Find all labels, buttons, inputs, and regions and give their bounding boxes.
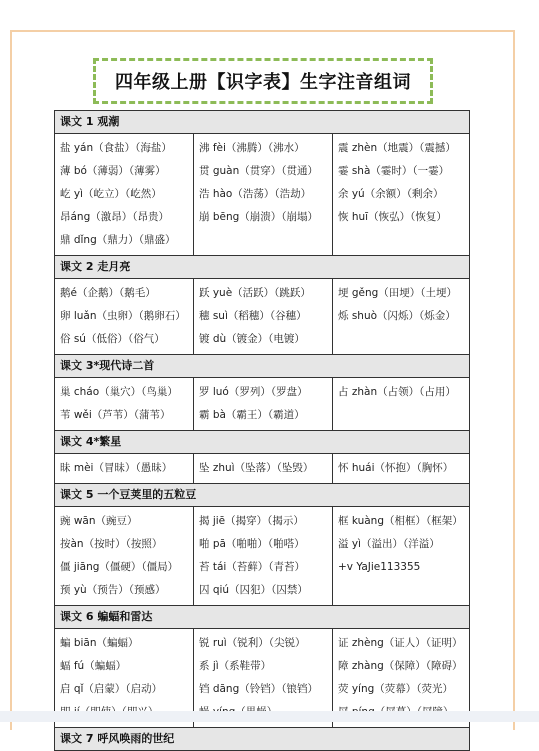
lesson-column <box>332 454 469 483</box>
lesson-column <box>55 378 193 430</box>
lesson-column <box>332 279 469 354</box>
character-entry: 薄 bó（薄弱）（薄雾） <box>60 165 166 177</box>
lesson-heading: 课文 4*繁星 <box>55 431 469 454</box>
character-entry: 系 jì（系鞋带） <box>199 660 272 672</box>
character-entry: 贯 guàn（贯穿）（贯通） <box>199 165 318 177</box>
character-entry: 霸 bà（霸王）（霸道） <box>199 409 305 421</box>
character-entry: 震 zhèn（地震）（震撼） <box>338 142 456 154</box>
character-entry: 卵 luǎn（虫卵）（鹅卵石） <box>60 310 186 322</box>
lesson-column <box>55 279 193 354</box>
character-entry: 按àn（按时）（按照） <box>60 538 163 550</box>
character-entry: 昂áng（激昂）（昂贵） <box>60 211 170 223</box>
character-entry: 巢 cháo（巢穴）（鸟巢） <box>60 386 178 398</box>
lesson-column <box>332 378 469 430</box>
lesson-heading: 课文 2 走月亮 <box>55 256 469 279</box>
title-box <box>93 58 433 104</box>
vocab-table <box>54 110 470 751</box>
character-entry: 穗 suì（稻穗）（谷穗） <box>199 310 307 322</box>
character-entry: 启 qǐ（启蒙）（启动） <box>60 683 163 695</box>
lesson-row <box>55 378 469 431</box>
character-entry: 证 zhèng（证人）（证明） <box>338 637 463 649</box>
lesson-heading: 课文 7 呼风唤雨的世纪 <box>55 728 469 751</box>
character-entry: 蝙 biān（蝙蝠） <box>60 637 139 649</box>
character-entry: 烁 shuò（闪烁）（烁金） <box>338 310 456 322</box>
character-entry: 僵 jiāng（僵硬）（僵局） <box>60 561 179 573</box>
character-entry: 屹 yì（屹立）（屹然） <box>60 188 162 200</box>
character-entry: 俗 sú（低俗）（俗气） <box>60 333 165 345</box>
lesson-row <box>55 279 469 355</box>
lesson-heading: 课文 6 蝙蝠和雷达 <box>55 606 469 629</box>
lesson-row <box>55 134 469 256</box>
character-entry: +v YaJie113355 <box>338 561 421 573</box>
character-entry: 鹅é（企鹅）（鹅毛） <box>60 287 156 299</box>
character-entry: 蝠 fú（蝙蝠） <box>60 660 127 672</box>
character-entry: 豌 wān（豌豆） <box>60 515 138 527</box>
character-entry: 锐 ruì（锐利）（尖锐） <box>199 637 306 649</box>
lesson-column <box>193 134 332 255</box>
character-entry: 预 yù（预告）（预感） <box>60 584 166 596</box>
lesson-column <box>193 279 332 354</box>
lesson-column <box>193 378 332 430</box>
character-entry: 框 kuàng（相框）（框架） <box>338 515 463 527</box>
character-entry: 囚 qiú（囚犯）（囚禁） <box>199 584 308 596</box>
lesson-heading: 课文 3*现代诗二首 <box>55 355 469 378</box>
character-entry: 坠 zhuì（坠落）（坠毁） <box>199 462 314 474</box>
lesson-column <box>55 454 193 483</box>
lesson-column <box>193 454 332 483</box>
character-entry: 荧 yíng（荧幕）（荧光） <box>338 683 454 695</box>
character-entry: 昧 mèi（冒昧）（愚昧） <box>60 462 173 474</box>
lesson-column <box>332 134 469 255</box>
character-entry: 恢 huī（恢弘）（恢复） <box>338 211 447 223</box>
lesson-heading: 课文 5 一个豆荚里的五粒豆 <box>55 484 469 507</box>
character-entry: 埂 gěng（田埂）（土埂） <box>338 287 458 299</box>
character-entry: 跃 yuè（活跃）（跳跃） <box>199 287 311 299</box>
character-entry: 霎 shà（霎时）（一霎） <box>338 165 450 177</box>
character-entry: 余 yú（余额）（剩余） <box>338 188 444 200</box>
lesson-heading: 课文 1 观潮 <box>55 111 469 134</box>
character-entry: 沸 fèi（沸腾）（沸水） <box>199 142 305 154</box>
character-entry: 溢 yì（溢出）（洋溢） <box>338 538 440 550</box>
character-entry: 罗 luó（罗列）（罗盘） <box>199 386 308 398</box>
lesson-column <box>193 507 332 605</box>
page-title: 四年级上册【识字表】生字注音组词 <box>115 72 411 93</box>
character-entry: 浩 hào（浩荡）（浩劫） <box>199 188 312 200</box>
lesson-column <box>55 134 193 255</box>
character-entry: 鼎 dǐng（鼎力）（鼎盛） <box>60 234 176 246</box>
lesson-column <box>332 507 469 605</box>
character-entry: 怀 huái（怀抱）（胸怀） <box>338 462 454 474</box>
lesson-column <box>55 507 193 605</box>
bottom-shade <box>0 711 539 722</box>
character-entry: 盐 yán（食盐）（海盐） <box>60 142 172 154</box>
character-entry: 苔 tái（苔藓）（青苔） <box>199 561 306 573</box>
character-entry: 铛 dāng（铃铛）（锒铛） <box>199 683 319 695</box>
character-entry: 崩 bēng（崩溃）（崩塌） <box>199 211 319 223</box>
character-entry: 障 zhàng（保障）（障碍） <box>338 660 463 672</box>
character-entry: 镀 dù（镀金）（电镀） <box>199 333 305 345</box>
lesson-row <box>55 507 469 606</box>
character-entry: 揭 jiē（揭穿）（揭示） <box>199 515 304 527</box>
character-entry: 占 zhàn（占领）（占用） <box>338 386 456 398</box>
character-entry: 苇 wěi（芦苇）（蒲苇） <box>60 409 171 421</box>
lesson-row <box>55 454 469 484</box>
character-entry: 啪 pā（啪啪）（啪嗒） <box>199 538 305 550</box>
